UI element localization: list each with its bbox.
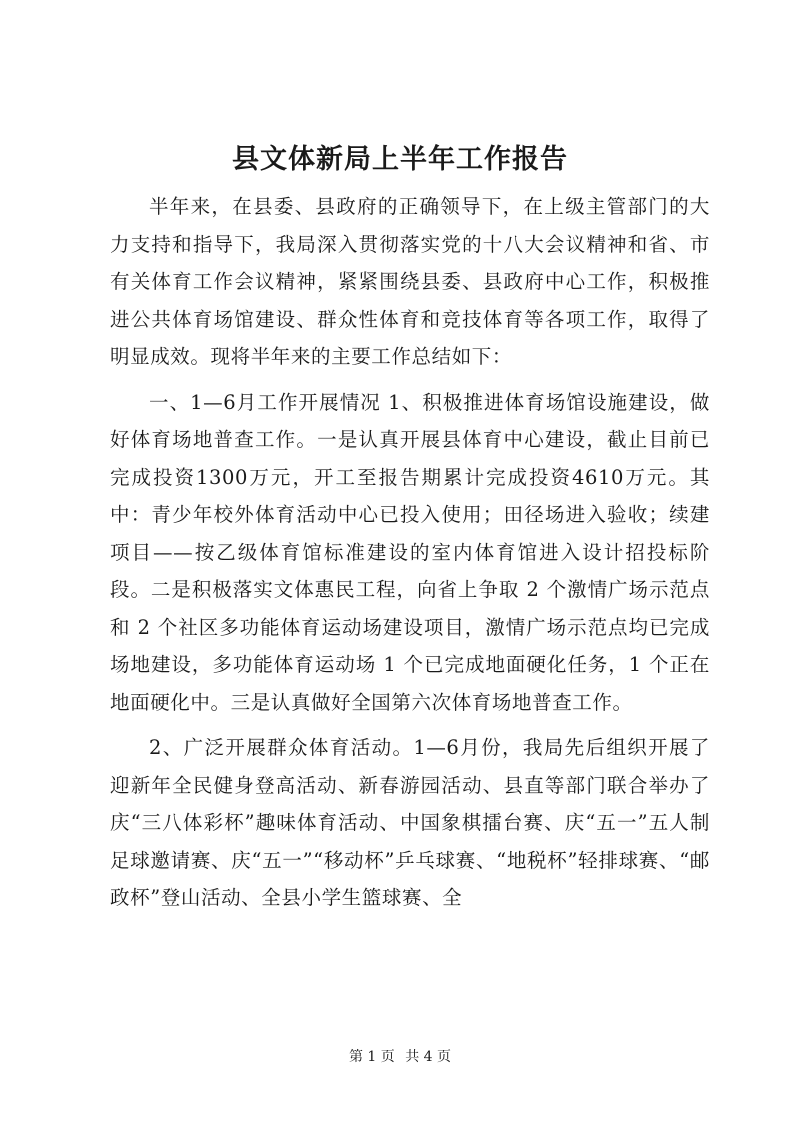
paragraph-intro: 半年来，在县委、县政府的正确领导下，在上级主管部门的大力支持和指导下，我局深入贯彻落实党的十八大会议精神和省、市有关体育工作会议精神，紧紧围绕县委、县政府中心工作，积极推进公共体育场馆建设、群众性体育和竞技体育等各项工作，取得了明显成效。现将半年来的主要工作总结如下： — [110, 195, 710, 368]
document-body — [110, 188, 710, 917]
page-footer — [0, 1047, 800, 1067]
page-number: 第 1 页 — [348, 1049, 395, 1065]
page-total: 共 4 页 — [405, 1049, 452, 1065]
paragraph-section-1: 一、1—6月工作开展情况 1、积极推进体育场馆设施建设，做好体育场地普查工作。一是认真开展县体育中心建设，截止目前已完成投资1300万元，开工至报告期累计完成投资4610万元。其中：青少年校外体育活动中心已投入使用；田径场进入验收；续建项目——按乙级体育馆标准建设的室内体育馆进入设计招投标阶段。二是积极落实文体惠民工程，向省上争取 2 个激情广场示范点和 2 个社区多功能体育运动场建设项目，激情广场示范点均已完成场地建设，多功能体育运动场 1 个已完成地面硬化任务，1 个正在地面硬化中。三是认真做好全国第六次体育场地普查工作。 — [110, 390, 710, 714]
paragraph-section-2: 2、广泛开展群众体育活动。1—6月份，我局先后组织开展了迎新年全民健身登高活动、新春游园活动、县直等部门联合举办了庆“三八体彩杯”趣味体育活动、中国象棋擂台赛、庆“五一”五人制足球邀请赛、庆“五一”“移动杯”乒乓球赛、“地税杯”轻排球赛、“邮政杯”登山活动、全县小学生篮球赛、全 — [110, 736, 710, 909]
page-title: 县文体新局上半年工作报告 — [232, 144, 568, 175]
